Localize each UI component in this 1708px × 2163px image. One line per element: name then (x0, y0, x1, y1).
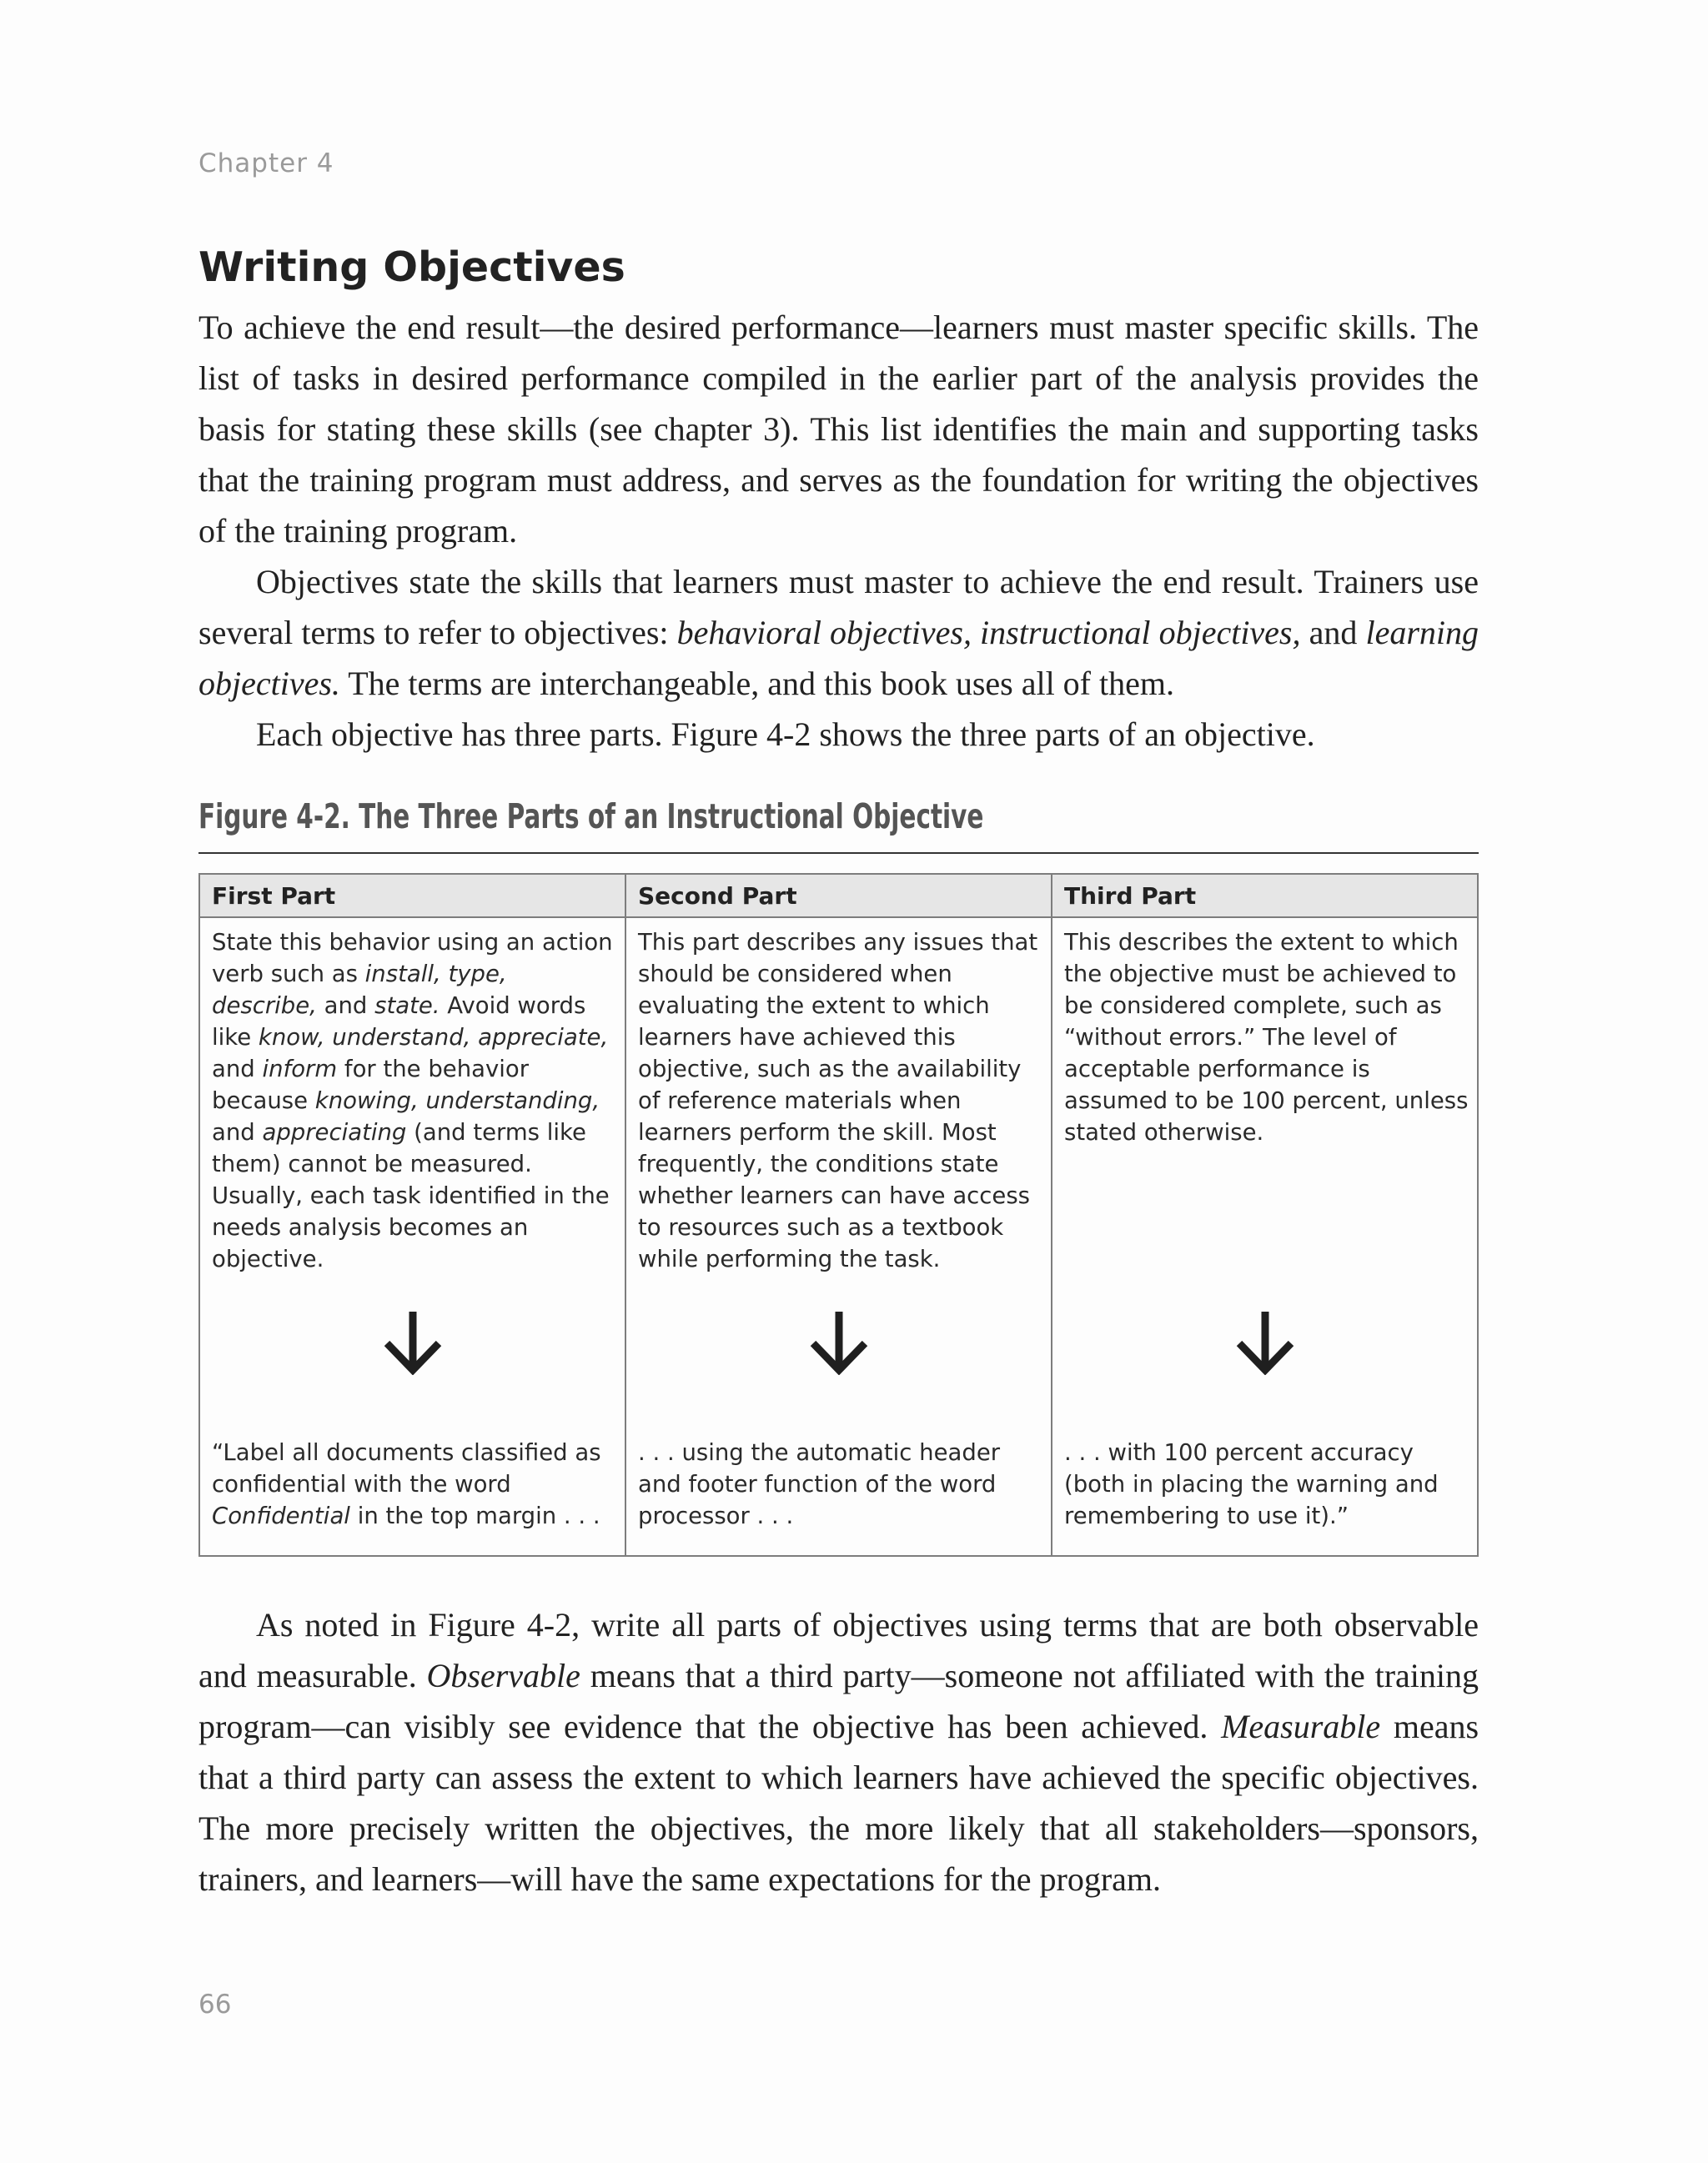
desc-italic: appreciating (262, 1119, 407, 1146)
closing-start: As noted in Figure 4-2, write all parts of objectives using terms that are both observable and measurable. (198, 1606, 1479, 1694)
table-header-row (199, 874, 1478, 917)
desc-text: and (212, 1119, 263, 1146)
intro-paragraph-2 (198, 556, 1479, 709)
desc-italic: inform (262, 1056, 338, 1082)
second-part-example: . . . using the automatic header and footer function of the word processor . . . (638, 1439, 1001, 1529)
cell-second-part (625, 917, 1052, 1556)
intro-text (198, 302, 1479, 760)
closing-paragraph (198, 1599, 1479, 1905)
intro-paragraph-2-start: Objectives state the skills that learners must master to achieve the end result. Trainers use several terms to refer to objectives: (198, 563, 1479, 651)
desc-text: and (212, 1056, 263, 1082)
arrow-down-icon (200, 1308, 625, 1375)
term-learning-objectives: learning objectives. (198, 614, 1479, 702)
example-text: “Label all documents classified as confidential with the word (212, 1439, 601, 1498)
desc-italic: know, understand, appreciate, (258, 1024, 609, 1051)
section-title: Writing Objectives (198, 243, 625, 291)
cell-third-part (1052, 917, 1478, 1556)
term-observable: Observable (426, 1657, 580, 1694)
header-second-part: Second Part (625, 874, 1052, 917)
desc-text: State this behavior using an action verb such as (212, 929, 613, 987)
example-italic: Confidential (212, 1503, 350, 1529)
first-part-description (212, 926, 616, 1275)
cell-first-part (199, 917, 625, 1556)
arrow-down-icon (626, 1308, 1051, 1375)
arrow-down-icon (1052, 1308, 1477, 1375)
desc-text: for the behavior because (212, 1056, 530, 1114)
intro-paragraph-2-end: The terms are interchangeable, and this book uses all of them. (339, 665, 1174, 702)
desc-italic: install, type, describe, (212, 961, 507, 1019)
third-part-example: . . . with 100 percent accuracy (both in placing the warning and remembering to use it).” (1064, 1439, 1439, 1529)
intro-paragraph-2-and: and (1300, 614, 1366, 651)
intro-paragraph-3: Each objective has three parts. Figure 4-2 shows the three parts of an objective. (256, 715, 1315, 753)
desc-text: and (316, 992, 375, 1019)
second-part-description: This part describes any issues that should be considered when evaluating the extent to which learners have achieved this objective, such as the availability of reference materials when learners perform the skill. Most frequently, the conditions state whether learners can have access to resources such as a textbook while performing the task. (638, 929, 1038, 1272)
example-text: in the top margin . . . (349, 1503, 600, 1529)
figure-caption: Figure 4-2. The Three Parts of an Instructional Objective (198, 796, 984, 836)
objective-parts-table (198, 873, 1479, 1557)
caption-rule (198, 852, 1479, 854)
desc-italic: knowing, understanding, (314, 1087, 600, 1114)
closing-middle: means that a third party—someone not affiliated with the training program—can visibly see evidence that the objective has been achieved. (198, 1657, 1479, 1745)
header-third-part: Third Part (1052, 874, 1478, 917)
closing-text (198, 1599, 1479, 1905)
running-head: Chapter 4 (198, 148, 334, 178)
intro-paragraph-1: To achieve the end result—the desired performance—learners must master specific skills. The list of tasks in desired performance compiled in the earlier part of the analysis provides the basis for stating these skills (see chapter 3). This list identifies the main and supporting tasks that the training program must address, and serves as the foundation for writing the objectives of the training program. (198, 309, 1479, 550)
desc-text: (and terms like them) cannot be measured. Usually, each task identified in the needs analysis becomes an objective. (212, 1119, 610, 1272)
table-body-row (199, 917, 1478, 1556)
closing-end: means that a third party can assess the extent to which learners have achieved the specific objectives. The more precisely written the objectives, the more likely that all stakeholders—sponsors, trainers, and learners—will have the same expectations for the program. (198, 1708, 1479, 1898)
desc-italic: state. (374, 992, 440, 1019)
third-part-description: This describes the extent to which the objective must be achieved to be considered complete, such as “without errors.” The level of acceptable performance is assumed to be 100 percent, unless stated otherwise. (1064, 929, 1469, 1146)
page-number: 66 (198, 1990, 232, 2020)
desc-text: Avoid words like (212, 992, 586, 1051)
term-measurable: Measurable (1221, 1708, 1381, 1745)
header-first-part: First Part (199, 874, 625, 917)
first-part-example (212, 1437, 616, 1532)
term-behavioral-instructional: behavioral objectives, instructional objectives, (676, 614, 1301, 651)
